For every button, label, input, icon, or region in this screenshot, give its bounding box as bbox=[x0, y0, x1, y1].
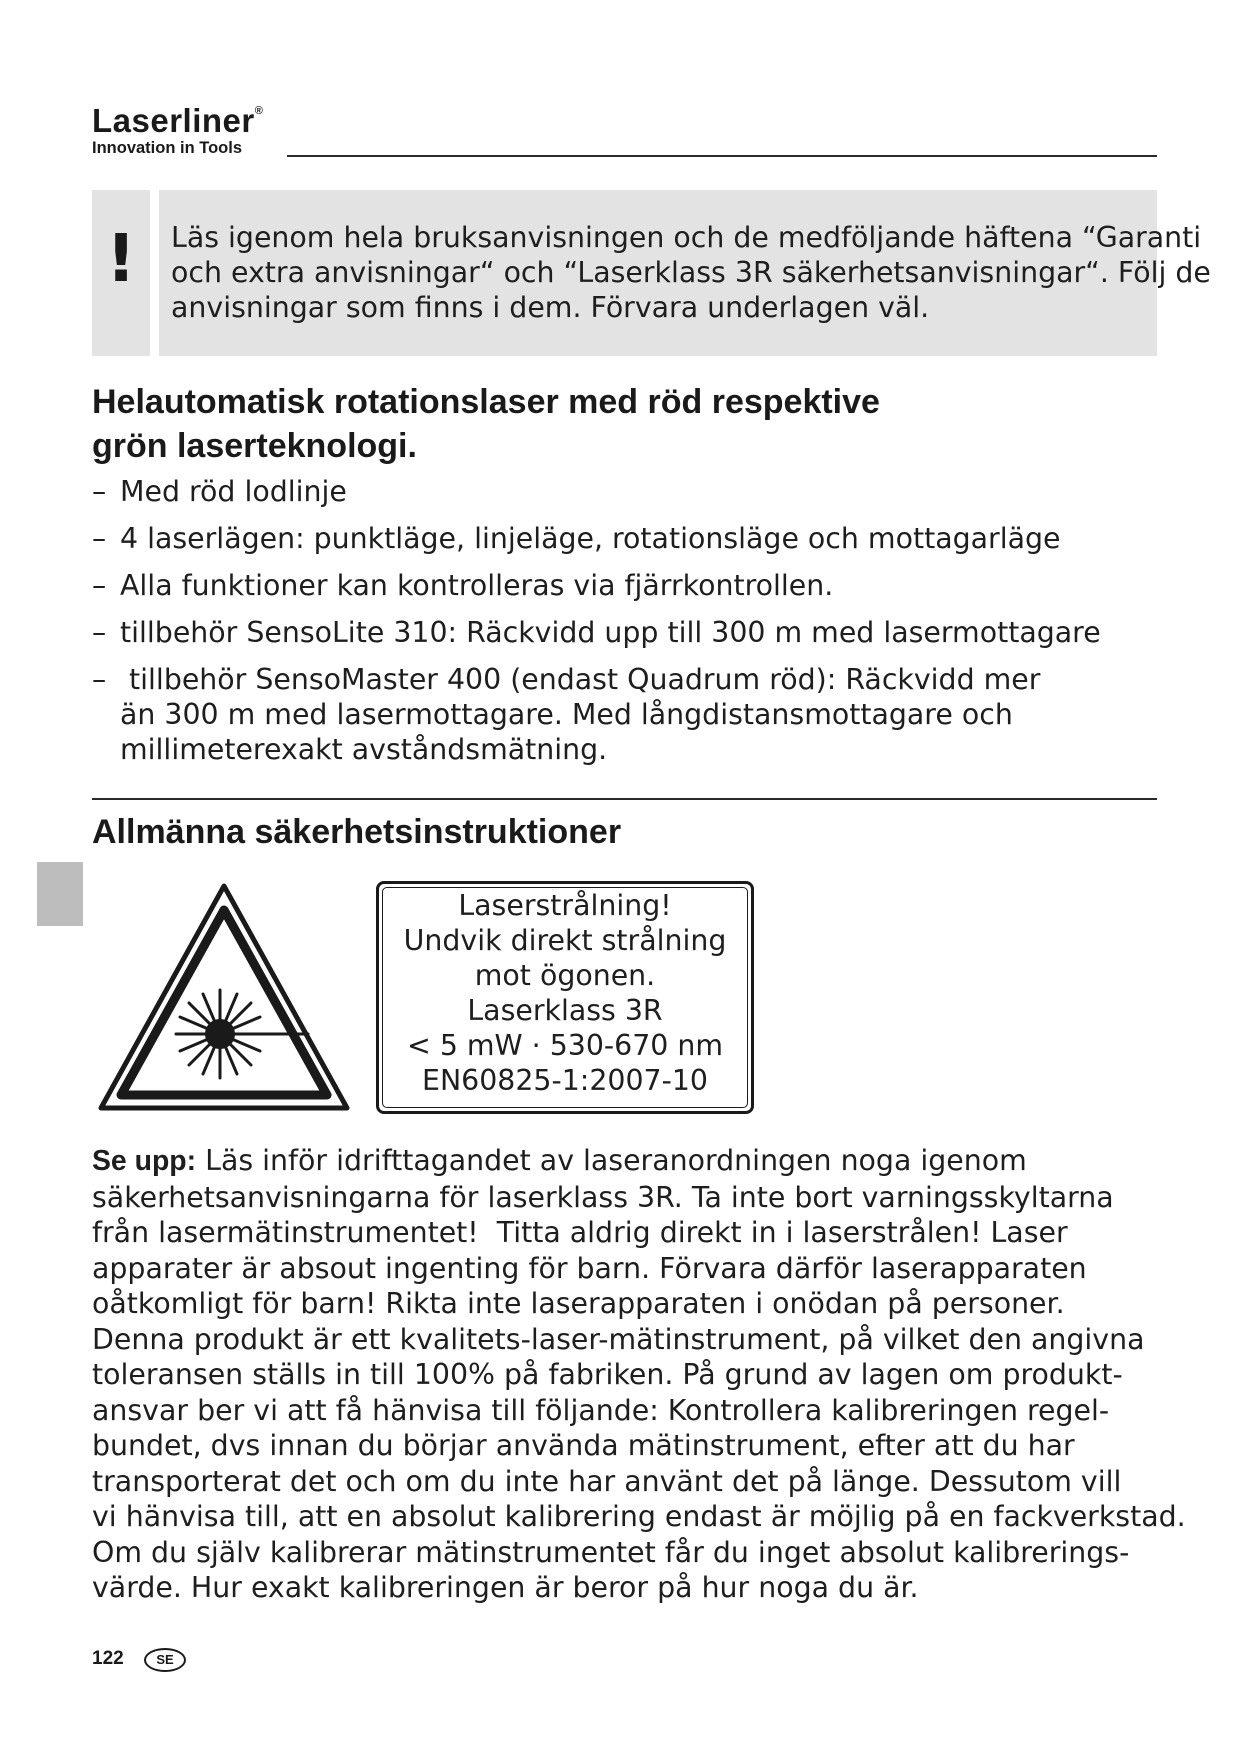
notice-text bbox=[171, 220, 1211, 325]
feature-line: millimeterexakt avståndsmätning. bbox=[120, 733, 608, 766]
bullet-dash: – bbox=[92, 475, 107, 508]
page-number: 122 bbox=[92, 1648, 124, 1669]
laser-warning-triangle-icon bbox=[96, 880, 352, 1114]
label-line: EN60825-1:2007-10 bbox=[422, 1064, 708, 1097]
product-heading bbox=[92, 380, 992, 468]
feature-item bbox=[92, 568, 1152, 603]
safety-line: vi hänvisa till, att en absolut kalibrering endast är möjlig på en fackverkstad. bbox=[92, 1500, 1186, 1533]
notice-line: och extra anvisningar“ och “Laserklass 3R säkerhetsanvisningar“. Följ de bbox=[171, 256, 1211, 289]
safety-line: oåtkomligt för barn! Rikta inte laserapparaten i onödan på personer. bbox=[92, 1287, 1065, 1320]
safety-line: säkerhetsanvisningarna för laserklass 3R. Ta inte bort varningsskyltarna bbox=[92, 1180, 1114, 1214]
label-line: < 5 mW · 530-670 nm bbox=[407, 1029, 723, 1062]
safety-heading: Allmänna säkerhetsinstruktioner bbox=[92, 813, 622, 851]
label-line: Laserstrålning! bbox=[458, 889, 672, 922]
product-heading-line: grön laserteknologi. bbox=[92, 427, 417, 465]
safety-line: från lasermätinstrumentet! Titta aldrig direkt in i laserstrålen! Laser bbox=[92, 1216, 1068, 1249]
notice-line: anvisningar som finns i dem. Förvara underlagen väl. bbox=[171, 291, 930, 324]
label-line: Laserklass 3R bbox=[467, 994, 663, 1027]
brand-name: Laserliner bbox=[92, 102, 255, 139]
section-divider bbox=[92, 798, 1157, 800]
safety-line: apparater är absout ingenting för barn. Förvara därför laserapparaten bbox=[92, 1251, 1087, 1285]
feature-item bbox=[92, 474, 1152, 509]
bullet-dash: – bbox=[92, 616, 107, 649]
registered-mark: ® bbox=[254, 105, 264, 117]
bullet-dash: – bbox=[92, 663, 107, 696]
bullet-dash: – bbox=[92, 569, 107, 602]
safety-line-first bbox=[92, 1143, 1167, 1180]
side-tab-marker bbox=[37, 862, 83, 926]
label-line: mot ögonen. bbox=[474, 959, 656, 992]
feature-line: tillbehör SensoLite 310: Räckvidd upp till 300 m med lasermottagare bbox=[120, 616, 1101, 649]
feature-line: Alla funktioner kan kontrolleras via fjärrkontrollen. bbox=[120, 569, 834, 602]
safety-line: transporterat det och om du inte har använt det på länge. Dessutom vill bbox=[92, 1464, 1122, 1498]
product-heading-line: Helautomatisk rotationslaser med röd respektive bbox=[92, 383, 880, 421]
feature-line: tillbehör SensoMaster 400 (endast Quadrum röd): Räckvidd mer bbox=[120, 663, 1041, 696]
label-line: Undvik direkt strålning bbox=[403, 924, 727, 957]
feature-line: än 300 m med lasermottagare. Med långdistansmottagare och bbox=[120, 698, 1013, 731]
exclamation-icon: ! bbox=[105, 220, 137, 297]
feature-line: 4 laserlägen: punktläge, linjeläge, rotationsläge och mottagarläge bbox=[120, 522, 1061, 555]
safety-line: värde. Hur exakt kalibreringen är beror på hur noga du är. bbox=[92, 1571, 919, 1604]
brand-logo bbox=[92, 104, 263, 137]
language-badge: SE bbox=[144, 1648, 186, 1672]
feature-item bbox=[92, 662, 1152, 767]
safety-line: bundet, dvs innan du börjar använda mätinstrument, efter att du har bbox=[92, 1429, 1075, 1462]
brand-tagline: Innovation in Tools bbox=[92, 139, 243, 157]
safety-line: Denna produkt är ett kvalitets-laser-mätinstrument, på vilket den angivna bbox=[92, 1322, 1145, 1356]
safety-paragraph bbox=[92, 1143, 1186, 1606]
caution-lead: Se upp: bbox=[92, 1145, 197, 1177]
safety-line: Om du själv kalibrerar mätinstrumentet får du inget absolut kalibrerings- bbox=[92, 1535, 1130, 1569]
safety-line: Läs inför idrifttagandet av laseranordningen noga igenom bbox=[196, 1144, 1027, 1177]
safety-line: ansvar ber vi att få hänvisa till följande: Kontrollera kalibreringen regel- bbox=[92, 1393, 1110, 1427]
feature-item bbox=[92, 615, 1152, 650]
bullet-dash: – bbox=[92, 522, 107, 555]
safety-line: toleransen ställs in till 100% på fabriken. På grund av lagen om produkt- bbox=[92, 1358, 1123, 1391]
feature-list bbox=[92, 474, 1152, 779]
feature-item bbox=[92, 521, 1152, 556]
notice-line: Läs igenom hela bruksanvisningen och de medföljande häftena “Garanti bbox=[171, 221, 1202, 254]
header-divider bbox=[287, 155, 1157, 157]
feature-line: Med röd lodlinje bbox=[120, 475, 347, 508]
